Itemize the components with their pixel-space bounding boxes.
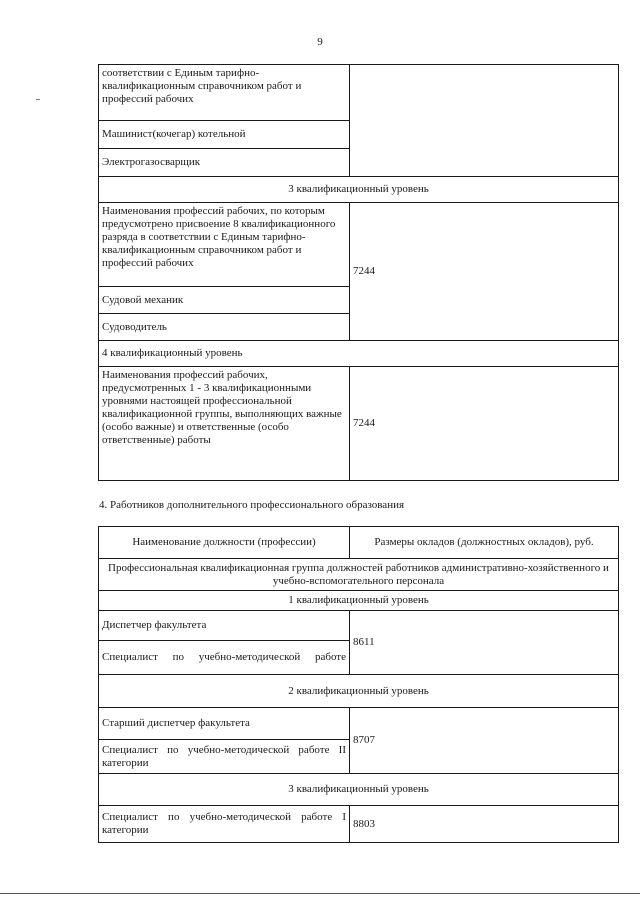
table-cell-profession: Электрогазосварщик (99, 149, 350, 177)
salary-table-education (98, 526, 619, 843)
table-cell-profession: Наименования профессий рабочих, по которым предусмотрено присвоение 8 квалификационного разряда в соответствии с Единым тарифно-квалификационным справочником работ и профессий рабочих (99, 203, 350, 287)
qualification-level-heading: 3 квалификационный уровень (99, 177, 619, 203)
table-cell-position: Старший диспетчер факультета (99, 708, 350, 740)
column-header-salary: Размеры окладов (должностных окладов), руб. (350, 527, 619, 559)
table-cell-profession: соответствии с Единым тарифно-квалификационным справочником работ и профессий рабочих (99, 65, 350, 121)
qualification-level-heading: 1 квалификационный уровень (99, 591, 619, 611)
table-cell-salary: 7244 (350, 203, 619, 341)
table-cell-position: Специалист по учебно-методической работе (99, 641, 350, 675)
table-cell-salary: 7244 (350, 367, 619, 481)
table-cell-profession: Наименования профессий рабочих, предусмотренных 1 - 3 квалификационными уровнями настоящей профессиональной квалификационной группы, выполняющих важные (особо важные) и ответственные (особо ответственные) работы (99, 367, 350, 481)
salary-table-workers (98, 64, 619, 481)
table-cell-profession: Судовой механик (99, 287, 350, 314)
section-heading: 4. Работников дополнительного профессионального образования (99, 499, 405, 511)
table-cell-salary: 8611 (350, 611, 619, 675)
table-cell-position: Специалист по учебно-методической работе I категории (99, 806, 350, 843)
table-cell-position: Диспетчер факультета (99, 611, 350, 641)
page-number: 9 (317, 36, 323, 48)
table-cell-position: Специалист по учебно-методической работе II категории (99, 740, 350, 774)
table-cell-salary: 8803 (350, 806, 619, 843)
table-cell-profession: Судоводитель (99, 314, 350, 341)
qualification-level-heading: 2 квалификационный уровень (99, 675, 619, 708)
table-cell-salary: 8707 (350, 708, 619, 774)
table-cell-salary-empty (350, 65, 619, 177)
column-header-position: Наименование должности (профессии) (99, 527, 350, 559)
qualification-level-heading: 3 квалификационный уровень (99, 774, 619, 806)
margin-mark (36, 99, 40, 100)
table-cell-profession: Машинист(кочегар) котельной (99, 121, 350, 149)
qualification-level-heading: 4 квалификационный уровень (99, 341, 619, 367)
qualification-group-heading: Профессиональная квалификационная группа должностей работников административно-хозяйственного и учебно-вспомогательного персонала (99, 559, 619, 591)
footer-line (0, 893, 640, 894)
